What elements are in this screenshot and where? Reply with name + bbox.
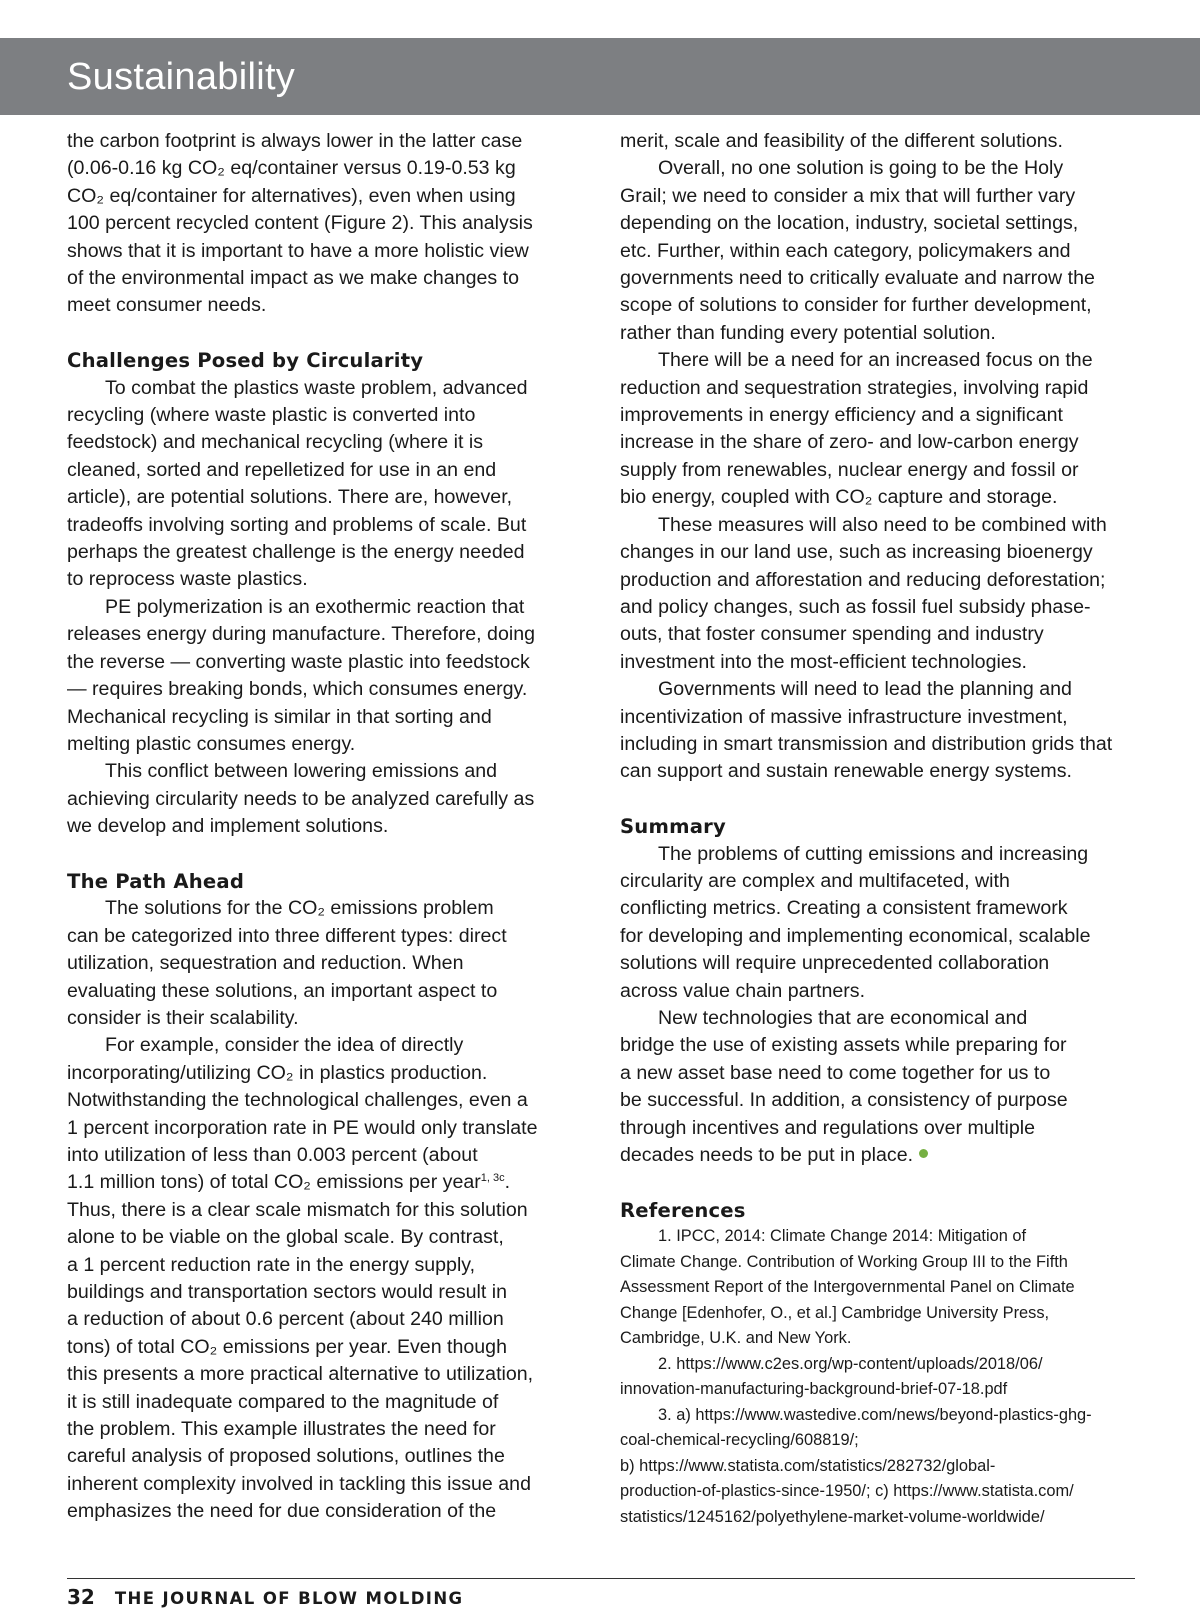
text-line: b) https://www.statista.com/statistics/282732/global- — [620, 1456, 996, 1475]
text-line: statistics/1245162/polyethylene-market-volume-worldwide/ — [620, 1507, 1045, 1526]
continuation-line — [620, 128, 1140, 155]
text-line: perhaps the greatest challenge is the energy needed — [67, 541, 525, 564]
footer-rule — [67, 1578, 1135, 1579]
text-line: innovation-manufacturing-background-brief-07-18.pdf — [620, 1380, 1008, 1399]
text-line: outs, that foster consumer spending and industry — [620, 623, 1044, 646]
text-line: 3. a) https://www.wastedive.com/news/beyond-plastics-ghg- — [658, 1405, 1092, 1424]
text-line: depending on the location, industry, societal settings, — [620, 212, 1079, 235]
focus-paragraph — [620, 347, 1140, 511]
text-line: 2. https://www.c2es.org/wp-content/uploads/2018/06/ — [658, 1354, 1043, 1373]
challenges-paragraph-2 — [67, 594, 587, 758]
text-line: emphasizes the need for due consideration of the — [67, 1500, 497, 1523]
citation-line — [67, 1169, 587, 1196]
text-line: merit, scale and feasibility of the different solutions. — [620, 130, 1063, 152]
text-line: releases energy during manufacture. Therefore, doing — [67, 623, 535, 646]
summary-paragraph-1 — [620, 841, 1140, 1005]
text-line: inherent complexity involved in tackling this issue and — [67, 1472, 531, 1495]
page-number: 32 — [67, 1585, 95, 1609]
path-ahead-paragraph-2-start — [67, 1032, 587, 1169]
text-line: coal-chemical-recycling/608819/; — [620, 1431, 859, 1450]
text-line: Notwithstanding the technological challenges, even a — [67, 1089, 528, 1112]
text-line: of the environmental impact as we make changes to — [67, 267, 519, 290]
text-line: tradeoffs involving sorting and problems of scale. But — [67, 513, 527, 536]
text-line: Mechanical recycling is similar in that sorting and — [67, 705, 492, 728]
text-line: Governments will need to lead the planning and — [658, 678, 1072, 701]
text-line: Thus, there is a clear scale mismatch for this solution — [67, 1198, 528, 1221]
section-header — [0, 38, 1200, 115]
left-column — [67, 128, 587, 1526]
text-line: changes in our land use, such as increasing bioenergy — [620, 541, 1093, 564]
text-line: The problems of cutting emissions and increasing — [658, 842, 1089, 865]
text-line: The solutions for the CO₂ emissions problem — [105, 897, 494, 920]
challenges-heading: Challenges Posed by Circularity — [67, 349, 424, 373]
text-line: feedstock) and mechanical recycling (where it is — [67, 431, 484, 454]
reference-1 — [620, 1224, 1140, 1352]
text-line: across value chain partners. — [620, 979, 866, 1002]
right-column — [620, 128, 1140, 1530]
text-line: be successful. In addition, a consistency of purpose — [620, 1089, 1068, 1112]
text-line: for developing and implementing economical, scalable — [620, 924, 1091, 947]
text-line: (0.06-0.16 kg CO₂ eq/container versus 0.19-0.53 kg — [67, 157, 516, 180]
citation-line-end: . — [504, 1171, 511, 1194]
text-line: solutions will require unprecedented collaboration — [620, 952, 1050, 975]
end-of-article-dot-icon — [919, 1149, 928, 1158]
text-line: increase in the share of zero- and low-carbon energy — [620, 431, 1079, 454]
text-line: meet consumer needs. — [67, 294, 267, 317]
text-line: melting plastic consumes energy. — [67, 732, 356, 755]
text-line: into utilization of less than 0.003 percent (about — [67, 1144, 478, 1166]
text-line: utilization, sequestration and reduction. When — [67, 952, 464, 975]
text-line: Cambridge, U.K. and New York. — [620, 1329, 852, 1348]
text-line: There will be a need for an increased focus on the — [658, 349, 1093, 372]
challenges-paragraph-3 — [67, 758, 587, 840]
text-line: improvements in energy efficiency and a significant — [620, 404, 1063, 427]
text-line: bridge the use of existing assets while preparing for — [620, 1034, 1067, 1057]
text-line: scope of solutions to consider for further development, — [620, 294, 1092, 317]
governments-paragraph — [620, 676, 1140, 786]
text-line: consider is their scalability. — [67, 1006, 299, 1029]
text-line: etc. Further, within each category, policymakers and — [620, 239, 1071, 262]
text-line: For example, consider the idea of directly — [105, 1034, 464, 1057]
text-line: tons) of total CO₂ emissions per year. Even though — [67, 1335, 507, 1358]
text-line: careful analysis of proposed solutions, outlines the — [67, 1445, 505, 1468]
text-line: New technologies that are economical and — [658, 1006, 1028, 1029]
references-list — [620, 1224, 1140, 1530]
text-line: including in smart transmission and distribution grids that — [620, 732, 1113, 755]
text-line: to reprocess waste plastics. — [67, 568, 308, 591]
text-line: PE polymerization is an exothermic reaction that — [105, 595, 525, 618]
text-line: governments need to critically evaluate and narrow the — [620, 267, 1095, 290]
text-line: we develop and implement solutions. — [67, 815, 389, 838]
text-line: cleaned, sorted and repelletized for use in an end — [67, 458, 497, 481]
text-line: can support and sustain renewable energy systems. — [620, 760, 1072, 783]
text-line: 100 percent recycled content (Figure 2). This analysis — [67, 212, 533, 235]
text-line: investment into the most-efficient technologies. — [620, 650, 1027, 673]
summary-paragraph-2 — [620, 1005, 1140, 1169]
overall-paragraph — [620, 155, 1140, 347]
reference-2 — [620, 1352, 1140, 1403]
text-line: production-of-plastics-since-1950/; c) https://www.statista.com/ — [620, 1482, 1074, 1501]
text-line: circularity are complex and multifaceted, with — [620, 869, 1010, 892]
text-line: shows that it is important to have a more holistic view — [67, 239, 529, 262]
section-title: Sustainability — [67, 56, 296, 98]
text-line: supply from renewables, nuclear energy and fossil or — [620, 458, 1079, 481]
summary-last-line-text: decades needs to be put in place. — [620, 1144, 914, 1167]
challenges-paragraph-1 — [67, 375, 587, 594]
reference-3 — [620, 1403, 1140, 1531]
text-line: buildings and transportation sectors would result in — [67, 1281, 508, 1304]
text-line: can be categorized into three different types: direct — [67, 924, 507, 947]
text-line: Grail; we need to consider a mix that will further vary — [620, 184, 1076, 207]
text-line: production and afforestation and reducing deforestation; — [620, 568, 1106, 591]
text-line: 1. IPCC, 2014: Climate Change 2014: Mitigation of — [658, 1227, 1027, 1246]
references-heading: References — [620, 1198, 746, 1222]
text-line: a reduction of about 0.6 percent (about 240 million — [67, 1308, 504, 1331]
text-line: this presents a more practical alternative to utilization, — [67, 1363, 534, 1386]
text-line: a 1 percent reduction rate in the energy supply, — [67, 1253, 476, 1276]
text-line: 1 percent incorporation rate in PE would only translate — [67, 1116, 538, 1139]
text-line: This conflict between lowering emissions and — [105, 760, 498, 783]
text-line: Change [Edenhofer, O., et al.] Cambridge University Press, — [620, 1303, 1050, 1322]
text-line: Overall, no one solution is going to be the Holy — [658, 157, 1064, 180]
summary-heading: Summary — [620, 815, 726, 839]
text-line: These measures will also need to be combined with — [658, 513, 1107, 536]
text-line: evaluating these solutions, an important aspect to — [67, 979, 498, 1002]
text-line: conflicting metrics. Creating a consistent framework — [620, 897, 1068, 920]
text-line: article), are potential solutions. There are, however, — [67, 486, 513, 509]
text-line: — requires breaking bonds, which consumes energy. — [67, 678, 528, 701]
footer — [67, 1584, 464, 1610]
path-ahead-heading: The Path Ahead — [67, 869, 245, 893]
summary-paragraph-2-lines — [620, 1005, 1140, 1142]
text-line: CO₂ eq/container for alternatives), even when using — [67, 184, 516, 207]
text-line: and policy changes, such as fossil fuel subsidy phase- — [620, 595, 1091, 618]
text-line: alone to be viable on the global scale. By contrast, — [67, 1226, 504, 1249]
citation-superscript: 1, 3c — [480, 1172, 505, 1185]
measures-paragraph — [620, 512, 1140, 676]
text-line: the carbon footprint is always lower in the latter case — [67, 130, 523, 152]
text-line: reduction and sequestration strategies, involving rapid — [620, 376, 1089, 399]
summary-last-line — [620, 1142, 1140, 1169]
text-line: bio energy, coupled with CO₂ capture and storage. — [620, 486, 1058, 509]
intro-paragraph — [67, 128, 587, 320]
text-line: achieving circularity needs to be analyzed carefully as — [67, 787, 535, 810]
text-line: recycling (where waste plastic is converted into — [67, 404, 476, 427]
text-line: rather than funding every potential solution. — [620, 321, 996, 344]
journal-name: THE JOURNAL OF BLOW MOLDING — [114, 1589, 464, 1608]
text-line: a new asset base need to come together for us to — [620, 1061, 1051, 1084]
citation-line-text: 1.1 million tons) of total CO₂ emissions per year — [67, 1171, 481, 1194]
text-line: the problem. This example illustrates the need for — [67, 1418, 496, 1441]
path-ahead-paragraph-1 — [67, 895, 587, 1032]
path-ahead-paragraph-2 — [67, 1032, 587, 1525]
text-line: through incentives and regulations over multiple — [620, 1116, 1035, 1139]
text-line: the reverse — converting waste plastic into feedstock — [67, 650, 530, 673]
text-line: Climate Change. Contribution of Working Group III to the Fifth — [620, 1252, 1068, 1271]
text-line: it is still inadequate compared to the magnitude of — [67, 1390, 499, 1413]
text-line: Assessment Report of the Intergovernmental Panel on Climate — [620, 1278, 1075, 1297]
text-line: To combat the plastics waste problem, advanced — [105, 376, 528, 399]
text-line: incorporating/utilizing CO₂ in plastics production. — [67, 1061, 488, 1084]
text-line: incentivization of massive infrastructure investment, — [620, 705, 1068, 728]
path-ahead-paragraph-2-rest — [67, 1197, 587, 1526]
